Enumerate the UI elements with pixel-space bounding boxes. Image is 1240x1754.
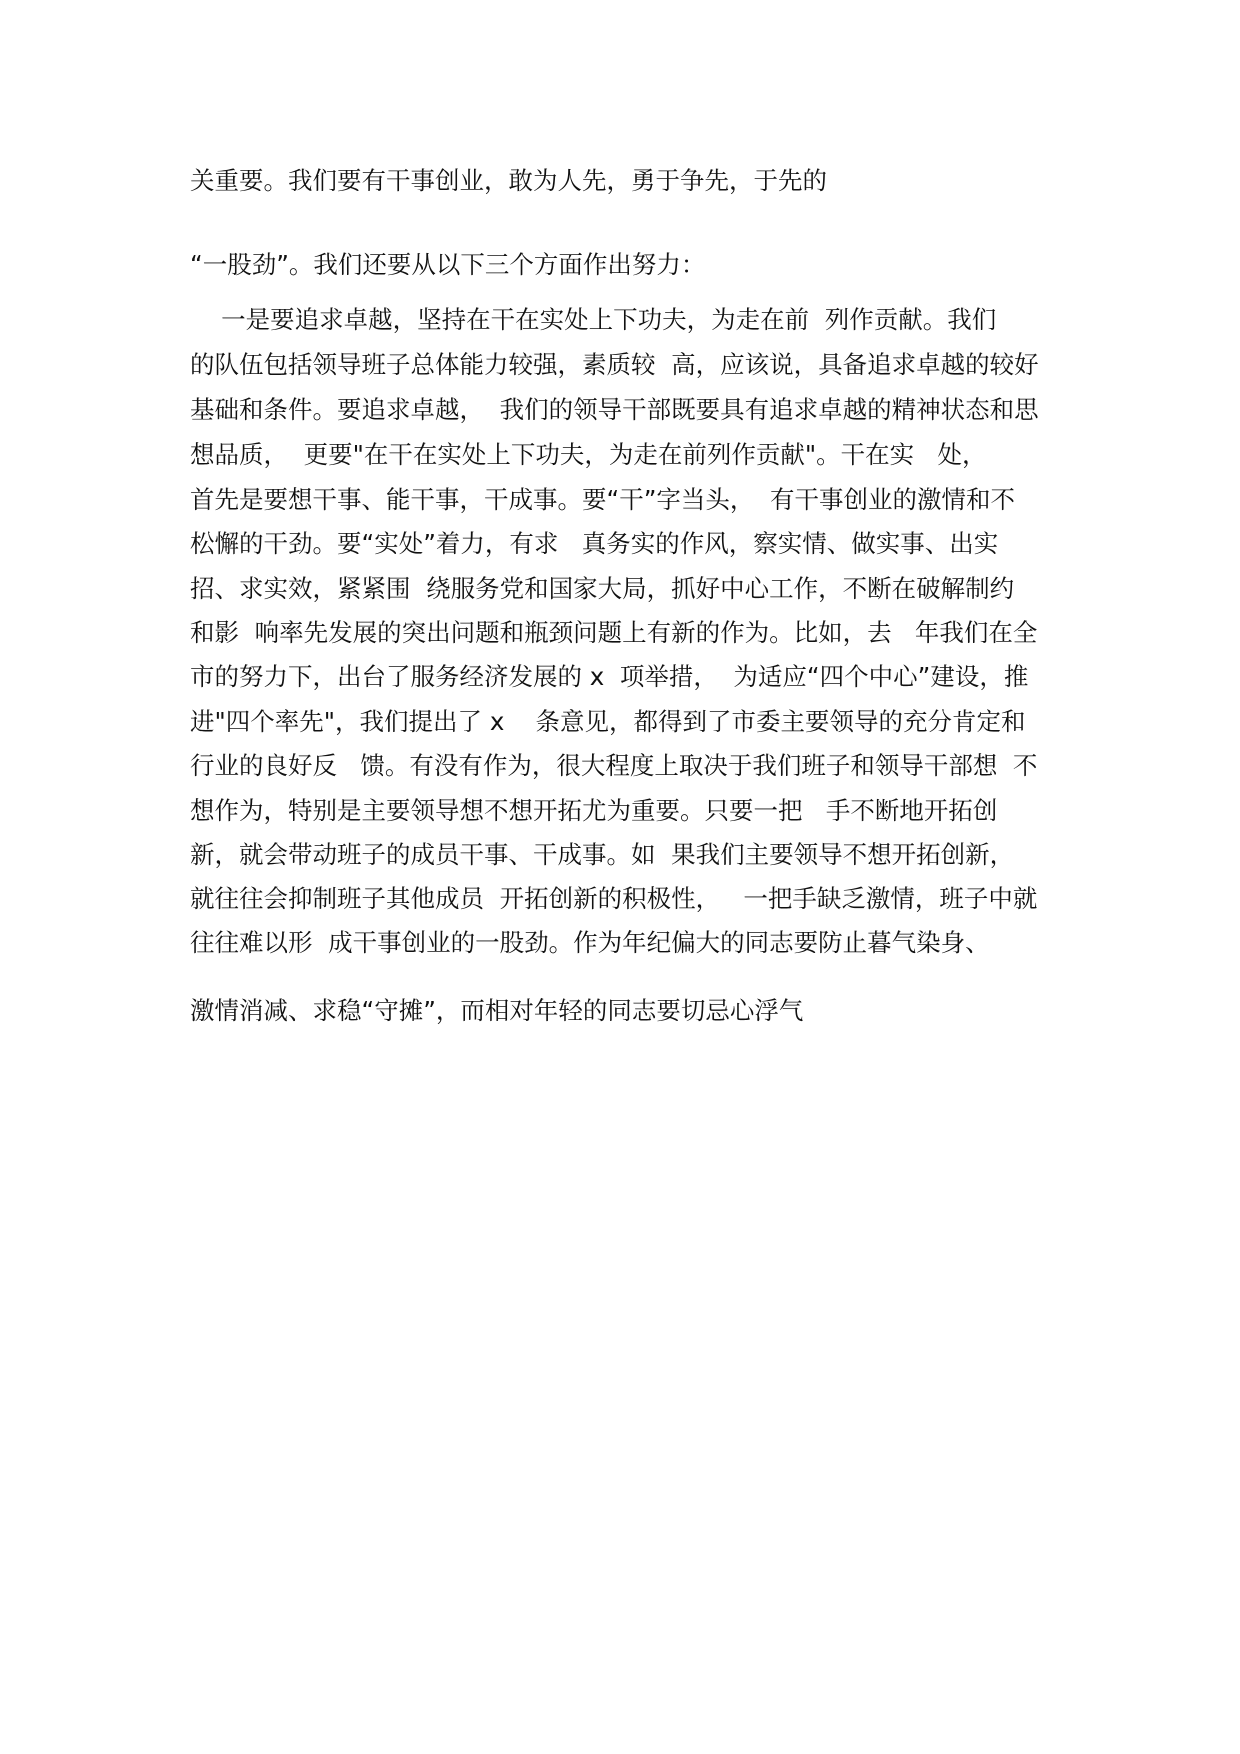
text-line: 关重要。我们要有干事创业，敢为人先，勇于争先，于先的 xyxy=(190,166,827,195)
text-line: 进"四个率先"，我们提出了 x 条意见，都得到了市委主要领导的充分肯定和 xyxy=(190,707,1026,736)
text-line: 激情消减、求稳“守摊”，而相对年轻的同志要切忌心浮气 xyxy=(190,996,804,1025)
text-line: 市的努力下，出台了服务经济发展的 x 项举措， 为适应“四个中心”建设，推 xyxy=(190,662,1029,691)
text-line: 想品质， 更要"在干在实处上下功夫，为走在前列作贡献"。干在实 处， xyxy=(190,440,987,469)
text-line: 松懈的干劲。要“实处”着力，有求 真务实的作风，察实情、做实事、出实 xyxy=(190,529,999,558)
text-line: 就往往会抑制班子其他成员 开拓创新的积极性， 一把手缺乏激情，班子中就 xyxy=(190,884,1038,913)
text-line: 基础和条件。要追求卓越， 我们的领导干部既要具有追求卓越的精神状态和思 xyxy=(190,395,1039,424)
text-line: “一股劲”。我们还要从以下三个方面作出努力： xyxy=(190,250,706,279)
text-line: 新，就会带动班子的成员干事、干成事。如 果我们主要领导不想开拓创新， xyxy=(190,840,1015,869)
text-line: 行业的良好反 馈。有没有作为，很大程度上取决于我们班子和领导干部想 不 xyxy=(190,751,1038,780)
text-line: 一是要追求卓越，坚持在干在实处上下功夫，为走在前 列作贡献。我们 xyxy=(190,305,997,334)
text-line: 和影 响率先发展的突出问题和瓶颈问题上有新的作为。比如，去 年我们在全 xyxy=(190,618,1038,647)
text-line: 想作为，特别是主要领导想不想开拓尤为重要。只要一把 手不断地开拓创 xyxy=(190,796,998,825)
text-line: 首先是要想干事、能干事，干成事。要“干”字当头， 有干事创业的激情和不 xyxy=(190,485,1015,514)
text-line: 往往难以形 成干事创业的一股劲。作为年纪偏大的同志要防止暮气染身、 xyxy=(190,928,990,957)
text-line: 招、求实效，紧紧围 绕服务党和国家大局，抓好中心工作，不断在破解制约 xyxy=(190,574,1015,603)
text-line: 的队伍包括领导班子总体能力较强，素质较 高，应该说，具备追求卓越的较好 xyxy=(190,350,1039,379)
